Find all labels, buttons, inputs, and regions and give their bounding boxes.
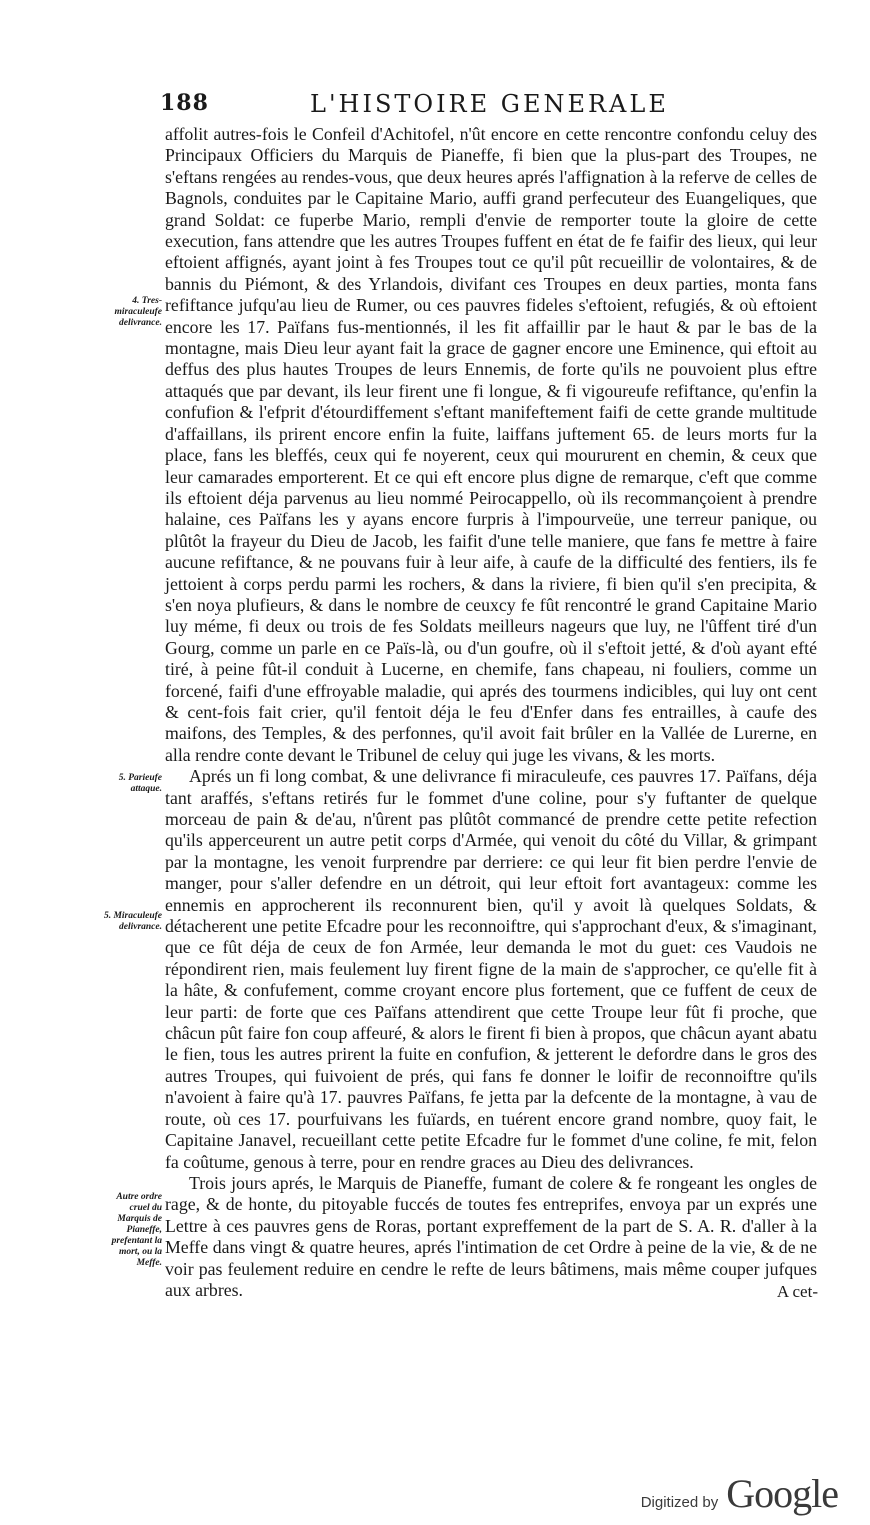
paragraph: affolit autres-fois le Confeil d'Achitofel, n'ût encore en cette rencontre confondu celuy des Principaux Officiers du Marquis de Pianeffe, fi bien que la plus-part des Troupes, ne s'eftans rengées au rendes-vous, que deux heures aprés l'affignation à la referve de celles de Bagnols, conduites par le Capitaine Mario, auffi grand perfecuteur des Euangeliques, que grand Soldat: ce fuperbe Mario, rempli d'envie de remporter toute la gloire de cette execution, fans attendre que les autres Troupes fuffent en état de fe faifir des lieux, qui leur eftoient affignés, ayant joint à fes Troupes tout ce qu'il pût recueillir de volontaires, & de bannis du Piémont, & des Yrlandois, divifant ces Troupes en deux parties, monta fans refiftance jufqu'au lieu de Rumer, ou ces pauvres fideles s'eftoient, refugiés, & où eftoient encore les 17. Païfans fus-mentionnés, il les fit affaillir par le haut & par le bas de la montagne, mais Dieu leur ayant fait la grace de gagner encore une Eminence, qui eftoit au deffus des plus hautes Troupes de leurs Ennemis, de forte qu'ils ne pouvoient plus eftre attaqués que par devant, ils leur firent une fi longue, & fi vigoureufe refiftance, qu'enfin la confufion & l'efprit d'étourdiffement s'eftant manifeftement faifi de cette grande multitude d'affaillans, ils prirent encore enfin la fuite, laiffans juftement 65. de leurs morts fur la place, fans les bleffés, ceux qui fe noyerent, ceux qui moururent en chemin, & ceux que leur camarades emporterent. Et ce qui eft encore plus digne de remarque, c'eft que comme ils eftoient déja parvenus au lieu nommé Peirocappello, où ils recommançoient à prendre halaine, ces Païfans les y ayans encore furpris à l'impourveüe, une terreur panique, ou plûtôt la frayeur du Dieu de Jacob, les faifit d'une telle maniere, que fans fe mettre à faire aucune refiftance, & ne pouvans fuir à leur aife, à caufe de la difficulté des fentiers, ils fe jettoient à corps perdu parmi les rochers, & dans la riviere, fi bien qu'il s'en precipita, & s'en noya plufieurs, & dans le nombre de ceuxcy fe fût rencontré le grand Capitaine Mario luy méme, fi deux ou trois de fes Soldats meilleurs nageurs que luy, ne l'ûffent tiré d'un Gourg, comme un parle en ce Païs-là, ou d'un goufre, où il s'eftoit jetté, & d'où ayant efté tiré, à peine fût-il conduit à Lucerne, en chemife, fans chapeau, ni fouliers, comme un forcené, faifi d'une effroyable maladie, qui aprés des tourmens indicibles, qui luy ont cent & cent-fois fait crier, qu'il fentoit déja le feu d'Enfer dans fes entrailles, à caufe des maifons, des Temples, & des perfonnes, qu'il avoit fait brûler en la Vallée de Lurerne, en alla rendre conte devant le Tribunel de celuy qui juge les vivans, & les morts.	[165, 124, 817, 765]
page-header	[160, 90, 820, 122]
paragraph: Trois jours aprés, le Marquis de Pianeffe, fumant de colere & fe rongeant les ongles de rage, & de honte, du pitoyable fuccés de toutes fes entreprifes, envoya par un exprés une Lettre à ces pauvres gens de Roras, portant expreffement de la part de S. A. R. d'aller à la Meffe dans vingt & quatre heures, aprés l'intimation de cet Ordre à peine de la vie, & de ne voir pas feulement reduire en cendre le refte de leurs bâtimens, mais même couper jufques aux arbres.	[165, 1172, 817, 1300]
digitized-watermark	[641, 1470, 838, 1517]
watermark-prefix: Digitized by	[640, 1494, 719, 1511]
body-text	[165, 124, 817, 1301]
margin-note: 4. Tres-miraculeufe delivrance.	[114, 296, 162, 328]
catchword: A cet-	[776, 1282, 818, 1301]
margin-note: 5. Miraculeufe delivrance.	[103, 911, 162, 932]
running-title: L'HISTOIRE GENERALE	[310, 90, 669, 118]
margin-note: Autre ordre cruel du Marquis de Pianeffe, prefentant la mort, ou la Meffe.	[111, 1192, 162, 1268]
google-logo: Google	[726, 1471, 838, 1516]
margin-note: 5. Parieufe attaque.	[118, 773, 162, 794]
page-number: 188	[160, 90, 209, 116]
paragraph: Aprés un fi long combat, & une delivrance fi miraculeufe, ces pauvres 17. Païfans, déja tant araffés, s'eftans retirés fur le fommet d'une coline, pour s'y fuftanter de quelque morceau de pain & de'au, n'ûrent pas plûtôt commancé de prendre cette petite refection qu'ils apperceurent un autre petit corps d'Armée, qui venoit du côté du Villar, & grimpant par la montagne, les venoit furprendre par derriere: ce qui leur fit bien perdre l'envie de manger, pour s'aller defendre en un détroit, qui leur eftoit fort avantageux: comme les ennemis en approcherent ils reconnurent bien, qu'il y avoit là quelques Soldats, & détacherent une petite Efcadre pour les reconnoiftre, qui s'approchant d'eux, & s'imaginant, que ce fût déja de ceux de fon Armée, leur demanda le mot du guet: ces Vaudois ne répondirent rien, mais feulement luy firent figne de la main de s'approcher, ce qu'elle fit à la hâte, & confufement, comme croyant encore plus fortement, que ce fuffent de ceux de leur parti: de forte que ces Païfans attendirent que cette Troupe leur fût fi proche, que châcun pût faire fon coup affeuré, & alors le firent fi bien à propos, que châcun ayant abatu le fien, tous les autres prirent la fuite en confufion, & jetterent le defordre dans le gros des autres Troupes, qui fuivoient de prés, qui fans fe donner le loifir de reconnoiftre qu'ils n'avoient à faire qu'à 17. pauvres Païfans, fe jetta par la defcente de la montagne, à vau de route, où ces 17. pourfuivans les fuïards, en tuérent encore grand nombre, quoy fait, le Capitaine Janavel, recueillant cette petite Efcadre fur le fommet d'une coline, fe mit, felon fa coûtume, genous à terre, pour en rendre graces au Dieu des delivrances.	[165, 766, 817, 1172]
